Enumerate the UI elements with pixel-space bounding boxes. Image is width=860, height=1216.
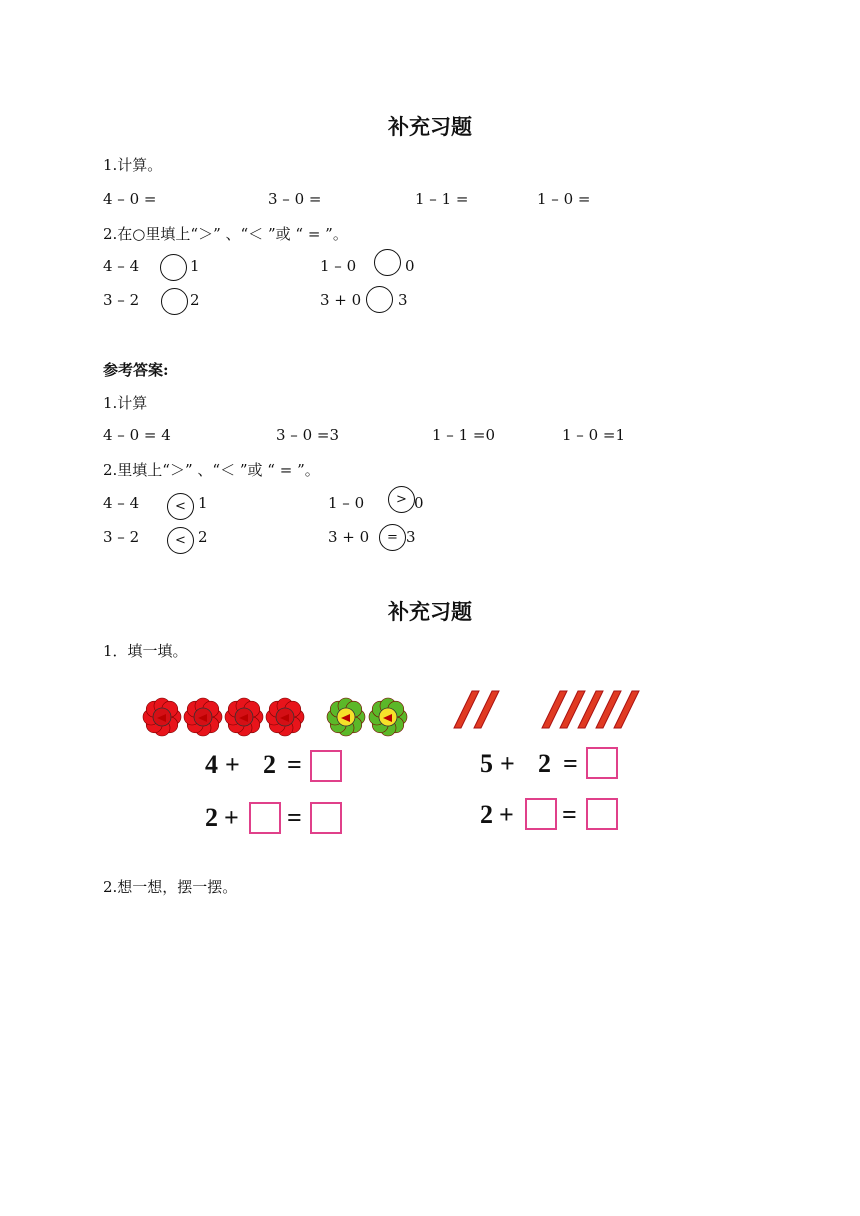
section-2-title: 补充习题 <box>388 599 472 624</box>
answer-2-label: 2.里填上“＞” 、“＜ ”或 “ = ”。 <box>103 461 320 479</box>
answer-compare-left: 3 + 0 <box>328 528 370 546</box>
stick <box>454 691 479 728</box>
equation-number: 2 <box>263 750 276 779</box>
answer-compare-circle: < <box>167 527 194 554</box>
equation-operator: + <box>500 749 515 778</box>
calc-item: 1 – 0 = <box>537 190 591 208</box>
question-2-label: 2.在○里填上“＞” 、“＜ ”或 “ = ”。 <box>103 225 348 243</box>
compare-left: 1 – 0 <box>320 257 357 275</box>
equation-operator: + <box>499 800 514 829</box>
answer-calc-item: 1 – 0 =1 <box>562 426 626 444</box>
answer-compare-right: 0 <box>414 494 424 512</box>
flower-row <box>140 695 410 740</box>
equation-equals: = <box>287 803 302 832</box>
answer-box[interactable] <box>249 802 281 834</box>
equation-number: 4 <box>205 750 218 779</box>
answer-compare-right: 2 <box>198 528 208 546</box>
compare-circle-blank[interactable] <box>366 286 393 313</box>
answer-compare-right: 3 <box>406 528 416 546</box>
red-flower <box>184 698 222 736</box>
red-flower <box>225 698 263 736</box>
compare-left: 4 – 4 <box>103 257 140 275</box>
compare-circle-blank[interactable] <box>161 288 188 315</box>
answer-box[interactable] <box>586 747 618 779</box>
stick <box>474 691 499 728</box>
calc-item: 3 – 0 = <box>268 190 322 208</box>
section-title: 补充习题 <box>388 114 472 139</box>
answer-box[interactable] <box>586 798 618 830</box>
answer-compare-left: 4 – 4 <box>103 494 140 512</box>
equation-number: 2 <box>538 749 551 778</box>
red-flower <box>143 698 181 736</box>
red-flower <box>266 698 304 736</box>
answer-compare-left: 3 – 2 <box>103 528 140 546</box>
compare-circle-blank[interactable] <box>374 249 401 276</box>
yellow-flower <box>327 698 365 736</box>
calc-item: 1 – 1 = <box>415 190 469 208</box>
answer-compare-circle: = <box>379 524 406 551</box>
stick-row <box>450 688 670 733</box>
compare-left: 3 – 2 <box>103 291 140 309</box>
compare-left: 3 + 0 <box>320 291 362 309</box>
compare-right: 1 <box>190 257 200 275</box>
answer-compare-left: 1 – 0 <box>328 494 365 512</box>
compare-right: 0 <box>405 257 415 275</box>
equation-operator: + <box>225 750 240 779</box>
answer-calc-item: 4 – 0 = 4 <box>103 426 171 444</box>
equation-operator: + <box>224 803 239 832</box>
answer-box[interactable] <box>310 750 342 782</box>
compare-right: 2 <box>190 291 200 309</box>
equation-equals: = <box>287 750 302 779</box>
question-1-label: 1.计算。 <box>103 156 163 174</box>
answer-calc-item: 3 – 0 =3 <box>276 426 340 444</box>
answer-compare-right: 1 <box>198 494 208 512</box>
answer-compare-circle: > <box>388 486 415 513</box>
answer-compare-circle: < <box>167 493 194 520</box>
compare-circle-blank[interactable] <box>160 254 187 281</box>
fill-question-label: 1．填一填。 <box>103 642 188 660</box>
equation-number: 2 <box>205 803 218 832</box>
yellow-flower <box>369 698 407 736</box>
answer-box[interactable] <box>525 798 557 830</box>
answer-calc-item: 1 – 1 =0 <box>432 426 496 444</box>
arrange-question-label: 2.想一想，摆一摆。 <box>103 878 238 896</box>
answer-box[interactable] <box>310 802 342 834</box>
answers-heading: 参考答案: <box>103 361 169 379</box>
equation-equals: = <box>563 749 578 778</box>
equation-number: 2 <box>480 800 493 829</box>
equation-number: 5 <box>480 749 493 778</box>
calc-item: 4 – 0 = <box>103 190 157 208</box>
equation-equals: = <box>562 800 577 829</box>
answer-1-label: 1.计算 <box>103 394 148 412</box>
compare-right: 3 <box>398 291 408 309</box>
